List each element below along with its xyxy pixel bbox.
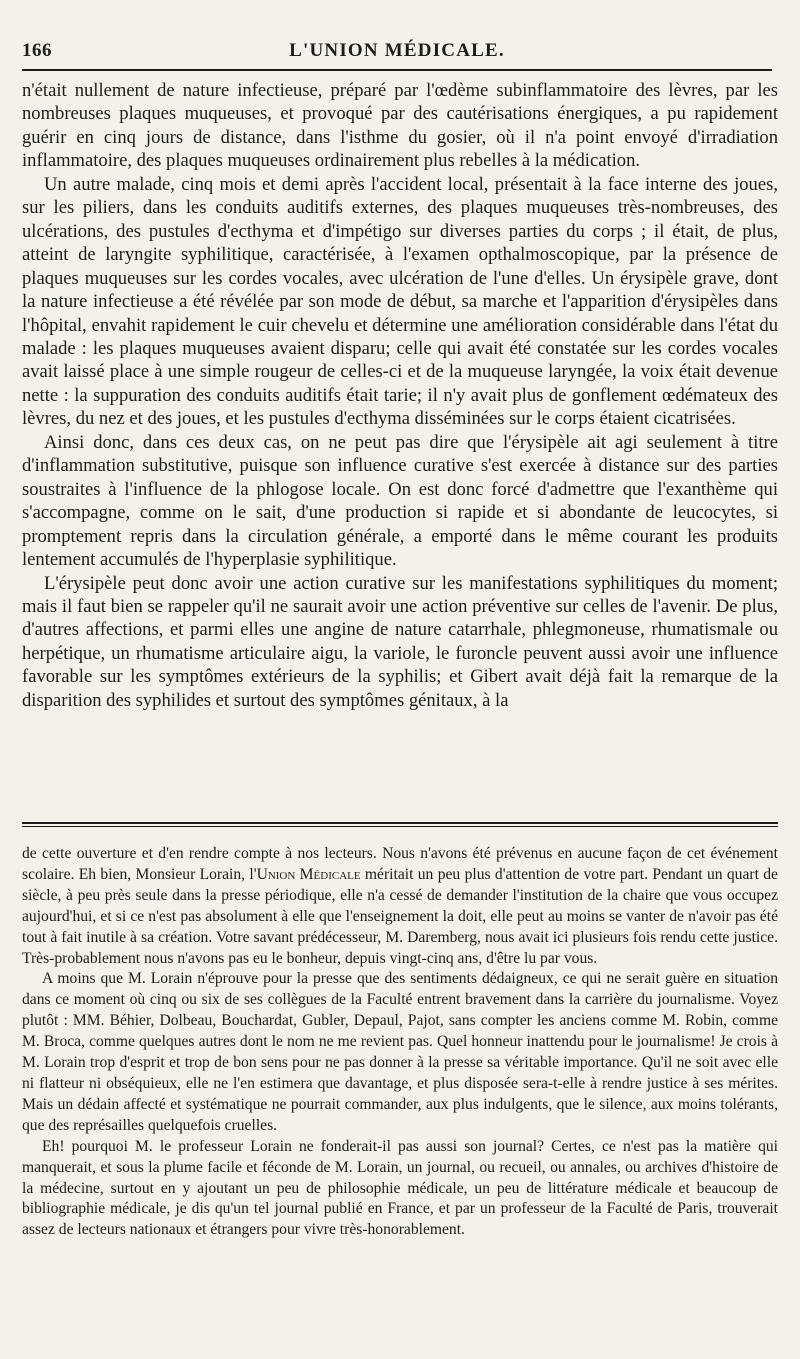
feuilleton-paragraph: A moins que M. Lorain n'éprouve pour la presse que des sentiments dédaigneux, ce qui ne serait guère en situation dans ce moment où cinq ou six de ses collègues de la Faculté entrent bravement dans la carrière du journalisme. Voyez plutôt : MM. Béhier, Dolbeau, Bouchardat, Gubler, Depaul, Pajot, sans compter les anciens comme M. Robin, comme M. Broca, comme quelques autres dont le nom ne me revient pas. Quel honneur inattendu pour le journalisme! Je crois à M. Lorain trop d'esprit et trop de bon sens pour ne pas donner à la presse sa véritable importance. Qu'il ne soit avec elle ni flatteur ni obséquieux, elle ne l'en estimera que davantage, et plus disposée sera-t-elle à rendre justice à ses mérites. Mais un dédain affecté et systématique ne pourrait commander, aux plus indulgents, que le silence, aux moins tolérants, que des représailles quelquefois cruelles. [22,970,778,1134]
paragraph: n'était nullement de nature infectieuse, préparé par l'œdème subinflammatoire des lèvres, par les nombreuses plaques muqueuses, et provoqué par des cautérisations énergiques, a pu rapidement guérir en cinq jours de distance, dans l'isthme du gosier, où il n'a point envoyé d'irradiation inflammatoire, des plaques muqueuses ordinairement plus rebelles à la médication. [22,80,778,172]
feuilleton-paragraph [22,844,778,969]
page-number: 166 [22,40,52,61]
header-rule [22,69,772,71]
paragraph: Un autre malade, cinq mois et demi après l'accident local, présentait à la face interne des joues, sur les piliers, dans les conduits auditifs externes, des plaques muqueuses très-nombreuses, des ulcérations, des pustules d'ecthyma et d'impétigo sur diverses parties du corps ; il était, de plus, atteint de laryngite syphilitique, caractérisée, à l'examen opthalmoscopique, par la présence de plaques muqueuses sur les cordes vocales, avec ulcération de l'une d'elles. Un érysipèle grave, dont la nature infectieuse a été révélée par son mode de début, sa marche et l'apparition d'érysipèles dans l'hôpital, envahit rapidement le cuir chevelu et détermine une amélioration considérable dans l'état du malade : les plaques muqueuses avaient disparu; celle qui avait été constatée sur les cordes vocales avait laissé place à une simple rougeur de celles-ci et de la muqueuse laryngée, la voix était devenue nette : la suppuration des conduits auditifs était tarie; il n'y avait plus de gonflement œdémateux des lèvres, du nez et des joues, et les pustules d'ecthyma disséminées sur le corps étaient cicatrisées. [22,173,778,430]
feuilleton-separator-rule-thin [22,826,778,827]
page-header [22,40,772,64]
main-article-text [22,79,778,712]
journal-name: Union Médicale [256,865,361,883]
running-title: L'UNION MÉDICALE. [289,40,505,61]
text-run: méritait un peu plus d'attention de votre part. Pendant un quart de siècle, à peu près seule dans la presse périodique, elle n'a cessé de demander l'institution de la chaire que vous occupez aujourd'hui, et si ce n'est pas absolument à elle que l'enseignement la doit, elle peut au moins se vanter de n'avoir pas été tout à fait inutile à sa création. Votre savant prédécesseur, M. Daremberg, nous avait ici plusieurs fois rendu cette justice. Très-probablement nous n'avons pas eu le bonheur, depuis vingt-cinq ans, d'être lu par vous. [22,865,778,967]
feuilleton-text [22,844,778,1241]
text-run: de cette ouverture et d'en rendre compte à nos lecteurs. Nous n'avons été prévenus en aucune façon de cet événement scolaire. Eh bien, Monsieur Lorain, l' [22,845,778,883]
paragraph: Ainsi donc, dans ces deux cas, on ne peut pas dire que l'érysipèle ait agi seulement à titre d'inflammation substitutive, puisque son influence curative s'est exercée à distance sur des parties soustraites à l'influence de la phlogose locale. On est donc forcé d'admettre que l'exanthème qui s'accompagne, comme on le sait, d'une production si rapide et si abondante de leucocytes, si promptement repris dans la circulation générale, a emporté dans le même courant les produits lentement accumulés de l'hyperplasie syphilitique. [22,431,778,571]
feuilleton-paragraph: Eh! pourquoi M. le professeur Lorain ne fonderait-il pas aussi son journal? Certes, ce n'est pas la matière qui manquerait, et sous la plume facile et féconde de M. Lorain, un journal, ou recueil, ou annales, ou archives d'histoire de la médecine, surtout en y ajoutant un peu de philosophie médicale, un peu de littérature médicale et beaucoup de bibliographie médicale, je dis qu'un tel journal publié en France, et par un professeur de la Faculté de Paris, trouverait assez de lecteurs nationaux et étrangers pour vivre très-honorablement. [22,1137,778,1239]
feuilleton-separator-rule [22,822,778,824]
paragraph: L'érysipèle peut donc avoir une action curative sur les manifestations syphilitiques du moment; mais il faut bien se rappeler qu'il ne saurait avoir une action préventive sur celles de l'avenir. De plus, d'autres affections, et parmi elles une angine de nature catarrhale, phlegmoneuse, rhumatismale ou herpétique, un rhumatisme articulaire aigu, la variole, le furoncle peuvent aussi avoir une influence favorable sur les symptômes extérieurs de la syphilis; et Gibert avait déjà fait la remarque de la disparition des syphilides et surtout des symptômes génitaux, à la [22,572,778,711]
